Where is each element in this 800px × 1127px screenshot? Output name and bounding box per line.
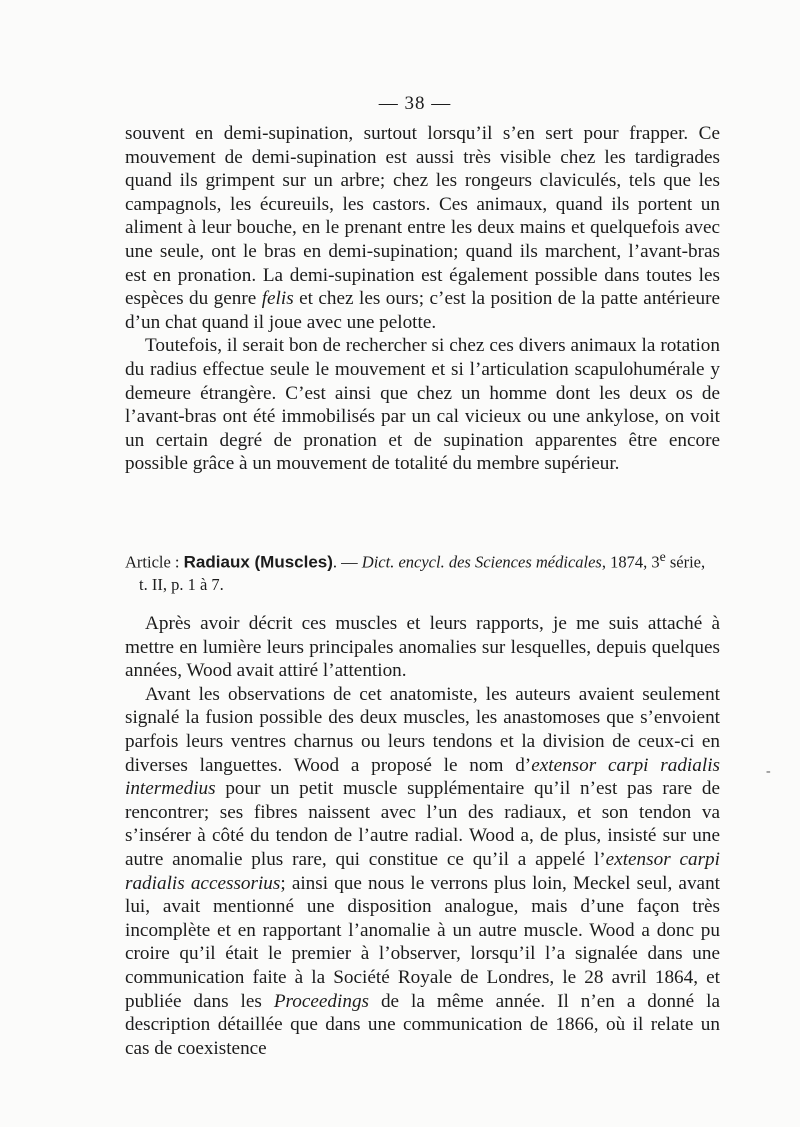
article-dash: . — — [332, 552, 362, 572]
paragraph-text: pour un petit muscle supplémentaire qu’il n’est pas rare de rencontrer; ses fibres naissent avec l’un des radiaux, et son tendon va s’insérer à côté du tendon de l’autre radial. Wood a, de plus, insisté sur une autre anomalie plus rare, qui constitue ce qu’il a appelé l’ — [125, 778, 720, 870]
article-reference: Dict. encycl. des Sciences médicales — [361, 552, 602, 572]
article-title: Radiaux (Muscles) — [183, 552, 333, 572]
paragraph-supination — [125, 122, 720, 334]
italic-term-intermedius: extensor carpi radialis intermedius — [125, 754, 720, 800]
italic-term-accessorius: extensor carpi radialis accessorius — [125, 848, 720, 894]
article-superscript: e — [659, 549, 666, 564]
paragraph-avant — [125, 683, 720, 1061]
article-reference-tail: , 1874, 3 — [601, 552, 660, 572]
article-series: série, — [665, 552, 706, 572]
paragraph-text: et chez les ours; c’est la position de la patte antérieure d’un chat quand il joue avec une pelotte. — [125, 288, 720, 333]
page-number: — 38 — — [378, 93, 452, 114]
article-pages: t. II, p. 1 à 7. — [139, 574, 224, 594]
paragraph-apres: Après avoir décrit ces muscles et leurs rapports, je me suis attaché à mettre en lumière leurs principales anomalies sur lesquelles, depuis quelques années, Wood avait attiré l’attention. — [125, 613, 720, 682]
text-block-top — [125, 122, 720, 476]
paragraph-text: de la même année. Il n’en a donné la description détaillée que dans une communication de 1866, où il relate un cas de coexistence — [125, 990, 720, 1059]
italic-term-felis: felis — [261, 288, 294, 310]
text-block-bottom — [125, 612, 720, 1060]
article-heading — [125, 546, 720, 596]
paragraph-text: souvent en demi-supination, surtout lorsqu’il s’en sert pour frapper. Ce mouvement de demi-supination est aussi très visible chez les tardigrades quand ils grimpent sur un arbre; chez les rongeurs claviculés, tels que les campagnols, les écureuils, les castors. Ces animaux, quand ils portent un aliment à leur bouche, en le prenant entre les deux mains et quelquefois avec une seule, ont le bras en demi-supination; quand ils marchent, l’avant-bras est en pronation. La demi-supination est également possible dans toutes les espèces du genre — [125, 123, 720, 310]
margin-mark: - — [766, 764, 771, 779]
paragraph-toutefois: Toutefois, il serait bon de rechercher si chez ces divers animaux la rotation du radius effectue seule le mouvement et si l’articulation scapulohumérale y demeure étrangère. C’est ainsi que chez un homme dont les deux os de l’avant-bras ont été immobilisés par un cal vicieux ou une ankylose, on voit un certain degré de pronation et de supination apparentes être encore possible grâce à un mouvement de totalité du membre supérieur. — [125, 335, 720, 475]
paragraph-text: Avant les observations de cet anatomiste, les auteurs avaient seulement signalé la fusion possible des deux muscles, les anastomoses que s’envoient parfois leurs ventres charnus ou leurs tendons et la division de ceux-ci en diverses languettes. Wood a proposé le nom d’ — [125, 683, 720, 776]
article-heading-line — [125, 546, 720, 574]
article-prefix: Article : — [125, 552, 184, 572]
paragraph-text: ; ainsi que nous le verrons plus loin, Meckel seul, avant lui, avait mentionné une disposition analogue, mais d’une façon très incomplète et en rapportant l’anomalie à un autre muscle. Wood a donc pu croire qu’il était le premier à l’observer, lorsqu’il l’a signalée dans une communication faite à la Société Royale de Londres, le 28 avril 1864, et publiée dans les — [125, 872, 720, 1012]
italic-term-proceedings: Proceedings — [273, 990, 370, 1012]
